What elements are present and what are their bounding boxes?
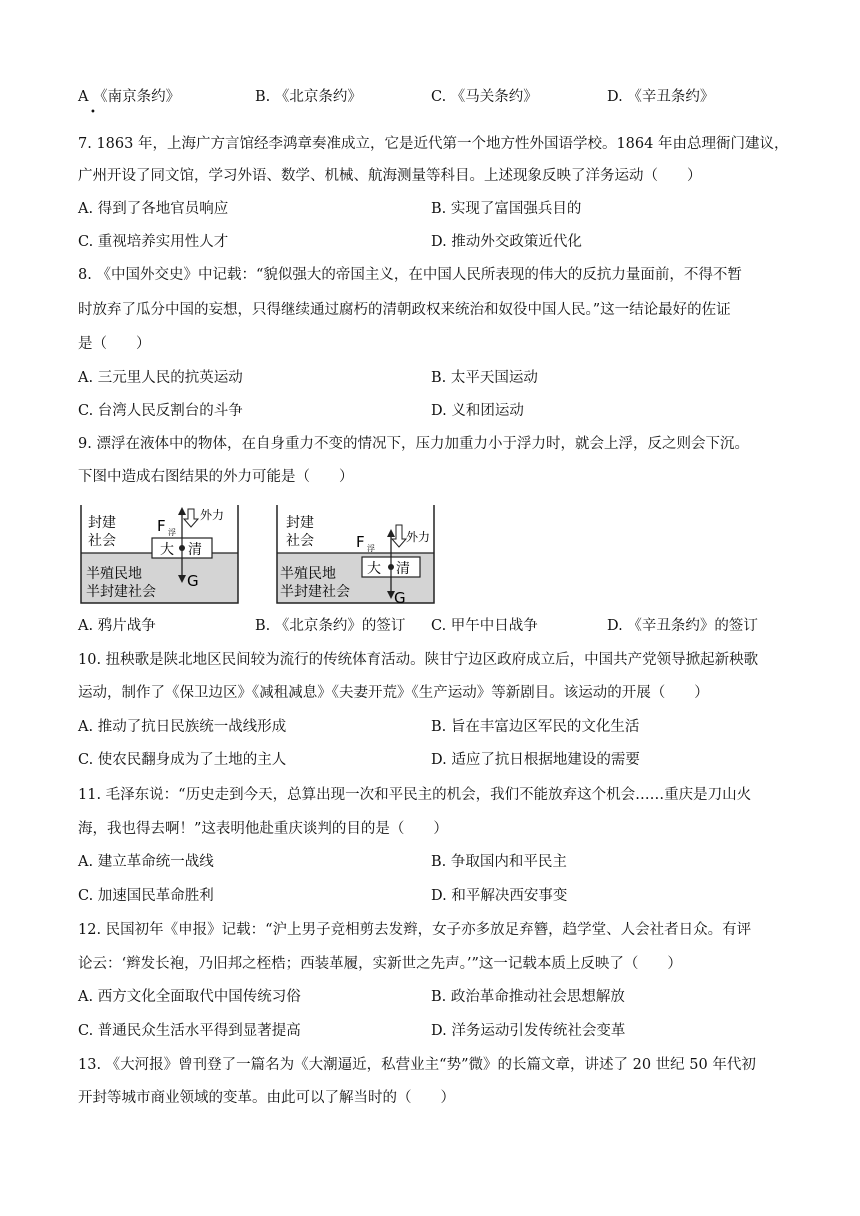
q8-stem-line-1: 8. 《中国外交史》中记载：“貌似强大的帝国主义，在中国人民所表现的伟大的反抗力量面前，不得不暂 [78,267,742,283]
q7-option-a: A. 得到了各地官员响应 [78,201,229,217]
buoyancy-sub: 浮 [367,544,375,553]
q12-stem-line-1: 12. 民国初年《申报》记载：“沪上男子竞相剪去发辫，女子亦多放足弃簪，趋学堂、人会社者日众。有评 [78,922,752,938]
q8-option-d: D. 义和团运动 [431,403,524,419]
q9-option-b: B. 《北京条约》的签订 [255,618,406,634]
q11-stem-line-1: 11. 毛泽东说：“历史走到今天，总算出现一次和平民主的机会，我们不能放弃这个机会……重庆是刀山火 [78,787,752,803]
label-semi-colonial: 半殖民地 [86,566,142,582]
q7-option-b: B. 实现了富国强兵目的 [431,201,582,217]
q9-option-c: C. 甲午中日战争 [431,618,538,634]
q8-option-c: C. 台湾人民反割台的斗争 [78,403,243,419]
box-label-qing: 清 [188,542,202,558]
q8-option-b: B. 太平天国运动 [431,370,538,386]
q11-option-c: C. 加速国民革命胜利 [78,888,214,904]
q11-option-b: B. 争取国内和平民主 [431,854,567,870]
q12-stem-line-2: 论云：‘辫发长袍，乃旧邦之桎梏；西装革履，实新世之先声。’”这一记载本质上反映了（ ） [78,956,682,972]
q13-stem-line-2: 开封等城市商业领域的变革。由此可以了解当时的（ ） [78,1090,455,1106]
q11-option-a: A. 建立革命统一战线 [78,854,214,870]
q8-stem-line-2: 时放弃了瓜分中国的妄想，只得继续通过腐朽的清朝政权来统治和奴役中国人民。”这一结论最好的佐证 [78,302,731,318]
q11-stem-line-2: 海，我也得去啊！”这表明他赴重庆谈判的目的是（ ） [78,821,448,837]
q7-stem-line-2: 广州开设了同文馆，学习外语、数学、机械、航海测量等科目。上述现象反映了洋务运动（ ） [78,168,702,184]
q10-option-d: D. 适应了抗日根据地建设的需要 [431,752,640,768]
q13-stem-line-1: 13. 《大河报》曾刊登了一篇名为《大潮逼近，私营业主“势”微》的长篇文章，讲述了 20 世纪 50 年代初 [78,1057,756,1073]
q12-option-a: A. 西方文化全面取代中国传统习俗 [78,989,301,1005]
buoyancy-label: F [356,533,365,551]
label-semi-feudal: 半封建社会 [280,584,350,600]
q7-option-d: D. 推动外交政策近代化 [431,234,582,250]
external-force-label: 外力 [406,530,431,544]
buoyancy-label: F [157,517,166,535]
q7-option-c: C. 重视培养实用性人才 [78,234,229,250]
label-semi-feudal: 半封建社会 [86,584,156,600]
emphasis-dot: • [90,107,96,118]
q6-option-b: B. 《北京条约》 [255,89,362,105]
gravity-label: G [187,572,199,590]
q10-option-b: B. 旨在丰富边区军民的文化生活 [431,719,640,735]
q10-stem-line-1: 10. 扭秧歌是陕北地区民间较为流行的传统体育活动。陕甘宁边区政府成立后，中国共产党领导掀起新秧歌 [78,652,759,668]
q8-stem-line-3: 是（ ） [78,336,151,352]
q12-option-d: D. 洋务运动引发传统社会变革 [431,1023,626,1039]
label-feudal-society-2: 社会 [88,533,116,549]
box-label-da: 大 [160,542,174,558]
q9-stem-line-1: 9. 漂浮在液体中的物体，在自身重力不变的情况下，压力加重力小于浮力时，就会上浮，反之则会下沉。 [78,436,749,452]
q6-option-a: A 《南京条约》 [78,89,181,105]
label-feudal-society: 封建 [286,515,314,531]
q11-option-d: D. 和平解决西安事变 [431,888,568,904]
q12-option-b: B. 政治革命推动社会思想解放 [431,989,625,1005]
q8-option-a: A. 三元里人民的抗英运动 [78,370,243,386]
q6-option-c: C. 《马关条约》 [431,89,538,105]
q9-option-a: A. 鸦片战争 [78,618,156,634]
q10-option-a: A. 推动了抗日民族统一战线形成 [78,719,287,735]
q12-option-c: C. 普通民众生活水平得到显著提高 [78,1023,301,1039]
q9-figure-right [276,505,436,609]
q9-option-d: D. 《辛丑条约》的签订 [607,618,758,634]
label-feudal-society: 封建 [88,515,116,531]
q6-option-d: D. 《辛丑条约》 [607,89,715,105]
label-semi-colonial: 半殖民地 [280,566,336,582]
box-label-da: 大 [367,561,381,577]
q9-figure-left [80,505,240,609]
q9-stem-line-2: 下图中造成右图结果的外力可能是（ ） [78,469,354,485]
q10-option-c: C. 使农民翻身成为了土地的主人 [78,752,287,768]
external-force-label: 外力 [200,508,225,522]
q7-stem-line-1: 7. 1863 年，上海广方言馆经李鸿章奏准成立，它是近代第一个地方性外国语学校。1864 年由总理衙门建议， [78,136,789,152]
buoyancy-sub: 浮 [168,528,176,537]
gravity-label: G [394,589,406,605]
q10-stem-line-2: 运动，制作了《保卫边区》《减租减息》《夫妻开荒》《生产运动》等新剧目。该运动的开展（ ） [78,685,709,701]
box-label-qing: 清 [396,561,410,577]
label-feudal-society-2: 社会 [286,533,314,549]
